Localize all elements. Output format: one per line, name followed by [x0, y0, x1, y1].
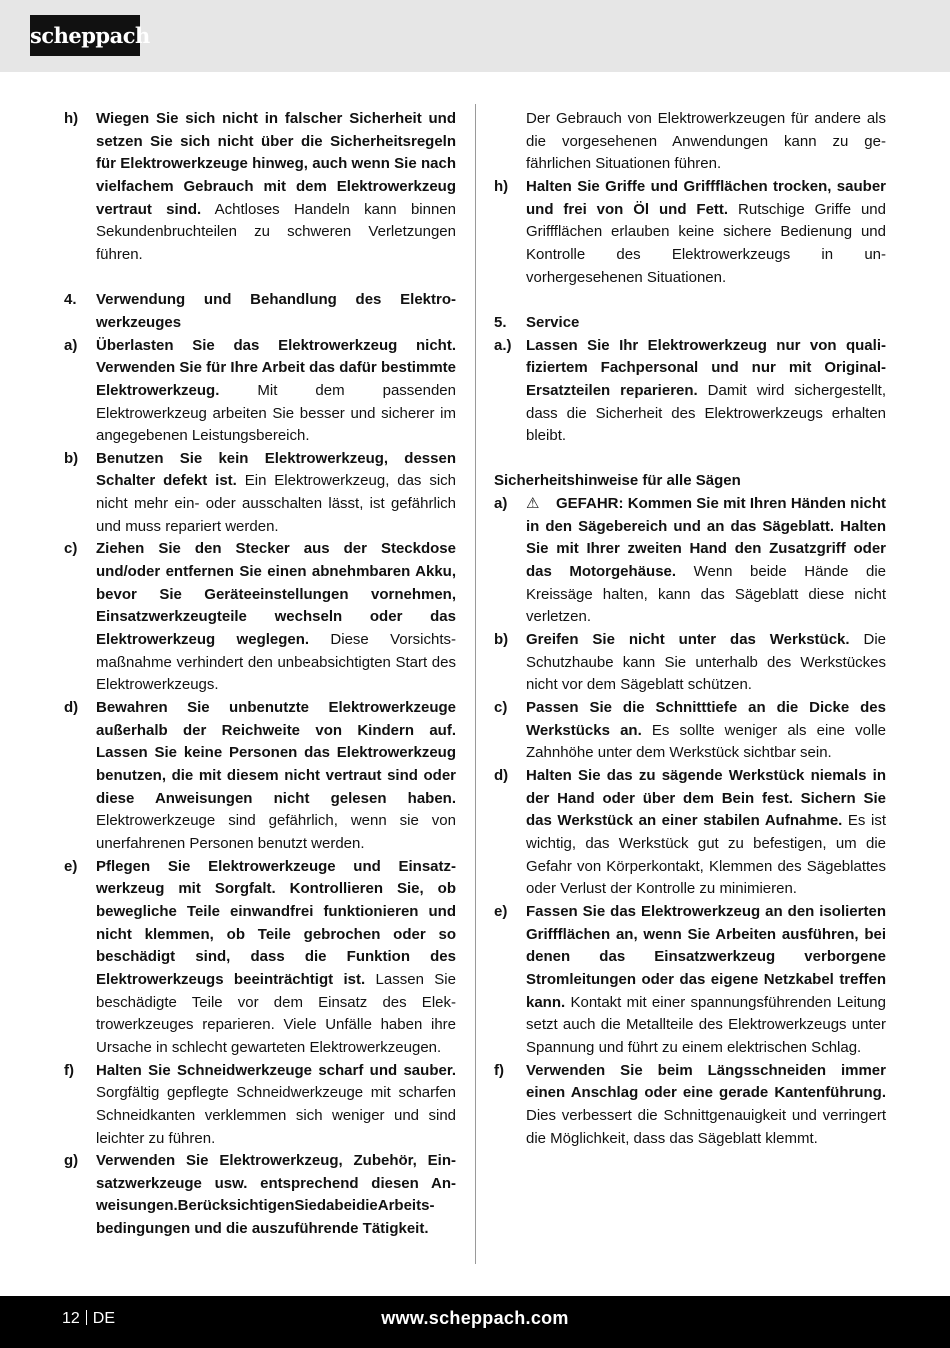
item-text: Lassen Sie beschädigte Teile vor dem Einsatz des Elektrowerkzeuges reparieren. Viele Unfälle haben ihre Ursache in schlecht gewarteten Elektrowerkzeugen. — [96, 970, 456, 1056]
list-item — [494, 1060, 886, 1151]
right-column — [494, 108, 886, 1150]
page-number: 12 — [62, 1310, 80, 1327]
list-item — [494, 765, 886, 901]
section-heading-5 — [494, 312, 886, 335]
list-item — [64, 335, 456, 448]
item-bold-text: Pflegen Sie Elektrowerkzeuge und Einsatzwerkzeug mit Sorgfalt. Kontrollieren Sie, ob bewegliche Teile einwandfrei funktionieren und nicht klemmen, ob Teile gebrochen oder so beschädigt sind, dass die Funktion des Elektrowerkzeugs beeinträchtigt ist. — [96, 857, 456, 988]
item-label: b) — [64, 449, 79, 467]
item-bold-text: Benutzen Sie kein Elektrowerkzeug, dessen Schalter defekt ist. — [96, 449, 456, 490]
item-text: Ein Elektrowerkzeug, das sich nicht mehr ein- oder ausschalten lässt, ist gefährlich und muss repariert werden. — [96, 472, 456, 535]
saw-safety-heading: Sicherheitshinweise für alle Sägen — [494, 472, 741, 490]
item-text: Dies verbessert die Schnittgenauigkeit und verringert die Möglichkeit, dass das Sägeblatt klemmt. — [526, 1106, 886, 1147]
item-bold-text: Bewahren Sie unbenutzte Elektrowerkzeuge außerhalb der Reichweite von Kindern auf. Lassen Sie keine Personen das Elektrowerkzeug benutzen, die mit diesem nicht vertraut sind oder diese Anweisungen nicht gelesen haben. — [96, 699, 456, 807]
list-item — [494, 901, 886, 1060]
item-bold-text: Verwenden Sie beim Längsschneiden immer einen Anschlag oder eine gerade Kantenführung. — [526, 1061, 886, 1102]
item-text: Es ist wichtig, das Werkstück gut zu befestigen, um die Gefahr von Körperkontakt, Klemmen des Sägeblattes oder Verlust der Kontrolle zu minimieren. — [526, 812, 887, 898]
section-heading-4 — [64, 289, 456, 334]
item-label: h) — [64, 110, 79, 127]
item-label: e) — [64, 857, 78, 875]
item-text: Sorgfältig gepflegte Schneidwerkzeuge mit scharfen Schneidkanten verklemmen sich weniger und sind leichter zu führen. — [96, 1084, 456, 1147]
item-label: a.) — [494, 336, 512, 354]
continuation-paragraph: Der Gebrauch von Elektrowerkzeugen für andere als die vorgesehenen Anwendungen kann zu gefährlichen Situationen führen. — [526, 110, 886, 173]
item-bold-text: Fassen Sie das Elektrowerkzeug an den isolierten Griffflächen an, wenn Sie Arbeiten ausführen, bei denen das Einsatzwerkzeug verborgene Stromleitungen oder das eigene Netzkabel treffen kann. — [526, 902, 886, 1011]
item-bold-text: Halten Sie Griffe und Griffflächen trocken, sauber und frei von Öl und Fett. — [526, 177, 886, 218]
item-text: Diese Vorsichtsmaßnahme verhindert den unbeabsichtigten Start des Elektrowerkzeugs. — [96, 631, 456, 694]
footer-bar — [0, 1296, 950, 1348]
item-bold-text: Ziehen Sie den Stecker aus der Steckdose und/oder entfernen Sie einen abnehmbaren Akku, bevor Sie Geräteeinstellungen vornehmen, Einsatzwerkzeugteile wechseln oder das Elektrowerkzeug weglegen. — [96, 540, 456, 649]
item-label: e) — [494, 902, 508, 920]
item-text: Es sollte weniger als eine volle Zahnhöhe unter dem Werkstück sichtbar sein. — [526, 721, 886, 762]
section-title: Verwendung und Behandlung des Elektrowerkzeuges — [96, 291, 456, 331]
item-bold-text: GEFAHR: Kommen Sie mit Ihren Händen nicht in den Sägebereich und an das Sägeblatt. Halten Sie mit Ihrer zweiten Hand den Zusatzgriff oder das Motorgehäuse. — [526, 495, 886, 581]
item-bold-text: Überlasten Sie das Elektrowerkzeug nicht. Verwenden Sie für Ihre Arbeit das dafür bestimmte Elektrowerkzeug. — [96, 336, 456, 399]
item-label: d) — [494, 767, 509, 784]
list-item — [494, 335, 886, 448]
section-title: Service — [526, 313, 580, 331]
item-text: Achtloses Handeln kann binnen Sekundenbruchteilen zu schweren Verletzungen führen. — [96, 200, 456, 263]
item-label: f) — [494, 1061, 504, 1079]
item-label: d) — [64, 699, 79, 717]
left-column — [64, 108, 456, 1241]
item-text: Kontakt mit einer spannungsführenden Leitung setzt auch die Metallteile des Elektrowerkzeugs unter Spannung und führt zu einem elektrischen Schlag. — [526, 993, 886, 1056]
list-item — [64, 697, 456, 856]
item-text: Mit dem passenden Elektrowerkzeug arbeiten Sie besser und sicherer im angegebenen Leistungsbereich. — [96, 381, 456, 445]
header-bar — [0, 0, 950, 72]
item-bold-text: Halten Sie das zu sägende Werkstück niemals in der Hand oder über dem Bein fest. Sichern Sie das Werkstück an einer stabilen Aufnahme. — [526, 767, 886, 830]
column-divider — [475, 104, 476, 1264]
item-text: Wenn beide Hände die Kreissäge halten, kann das Sägeblatt diese nicht verletzen. — [526, 563, 886, 626]
list-item — [64, 1150, 456, 1241]
list-item — [494, 493, 886, 629]
item-label: c) — [494, 699, 508, 717]
list-item — [494, 629, 886, 697]
section-number: 4. — [64, 291, 77, 309]
item-label: a) — [64, 336, 78, 354]
item-label: c) — [64, 540, 78, 558]
website-link[interactable]: www.scheppach.com — [381, 1308, 569, 1328]
item-bold-text: Lassen Sie Ihr Elektrowerkzeug nur von qualifiziertem Fachpersonal und nur mit Original-Ersatzteilen reparieren. — [526, 336, 886, 399]
item-label: g) — [64, 1152, 79, 1170]
item-bold-text: Passen Sie die Schnitttiefe an die Dicke des Werkstücks an. — [526, 699, 886, 739]
list-item — [494, 176, 886, 289]
item-bold-text: Halten Sie Schneidwerkzeuge scharf und sauber. — [96, 1061, 456, 1079]
list-item — [64, 856, 456, 1060]
list-item — [64, 108, 456, 267]
item-text: Damit wird sichergestellt, dass die Sicherheit des Elektrowerkzeugs erhalten bleibt. — [526, 381, 886, 445]
item-label: f) — [64, 1061, 74, 1079]
item-text: Die Schutzhaube kann Sie unterhalb des Werkstückes nicht vor dem Sägeblatt schützen. — [526, 631, 886, 694]
item-text: Elektrowerkzeuge sind gefährlich, wenn sie von unerfahrenen Personen benutzt werden. — [96, 812, 456, 852]
language-code: DE — [92, 1310, 116, 1327]
list-item — [494, 697, 886, 765]
item-bold-text: Wiegen Sie sich nicht in falscher Sicherheit und setzen Sie sich nicht über die Sicherheitsregeln für Elektrowerkzeuge hinweg, auch wenn Sie nach vielfachem Gebrauch mit dem Elektrowerkzeug vertraut sind. — [96, 110, 456, 218]
item-label: a) — [494, 495, 508, 513]
section-number: 5. — [494, 313, 507, 331]
scheppach-logo: scheppach — [30, 15, 140, 56]
list-item — [64, 448, 456, 539]
list-item — [64, 538, 456, 697]
item-label: b) — [494, 631, 509, 649]
item-label: h) — [494, 177, 509, 195]
item-text: Rutschige Griffe und Griffflächen erlauben keine sichere Bedienung und Kontrolle des Elektrowerkzeugs in unvorhergesehenen Situationen. — [526, 200, 886, 286]
item-bold-text: Greifen Sie nicht unter das Werkstück. — [526, 631, 850, 649]
list-item — [64, 1060, 456, 1151]
item-bold-text: Verwenden Sie Elektrowerkzeug, Zubehör, Einsatzwerkzeuge usw. entsprechend diesen Anweisungen.BerücksichtigenSiedabeidieArbeitsbedingungen und die auszuführende Tätigkeit. — [96, 1152, 456, 1238]
warning-triangle-icon: ⚠ — [526, 495, 540, 513]
